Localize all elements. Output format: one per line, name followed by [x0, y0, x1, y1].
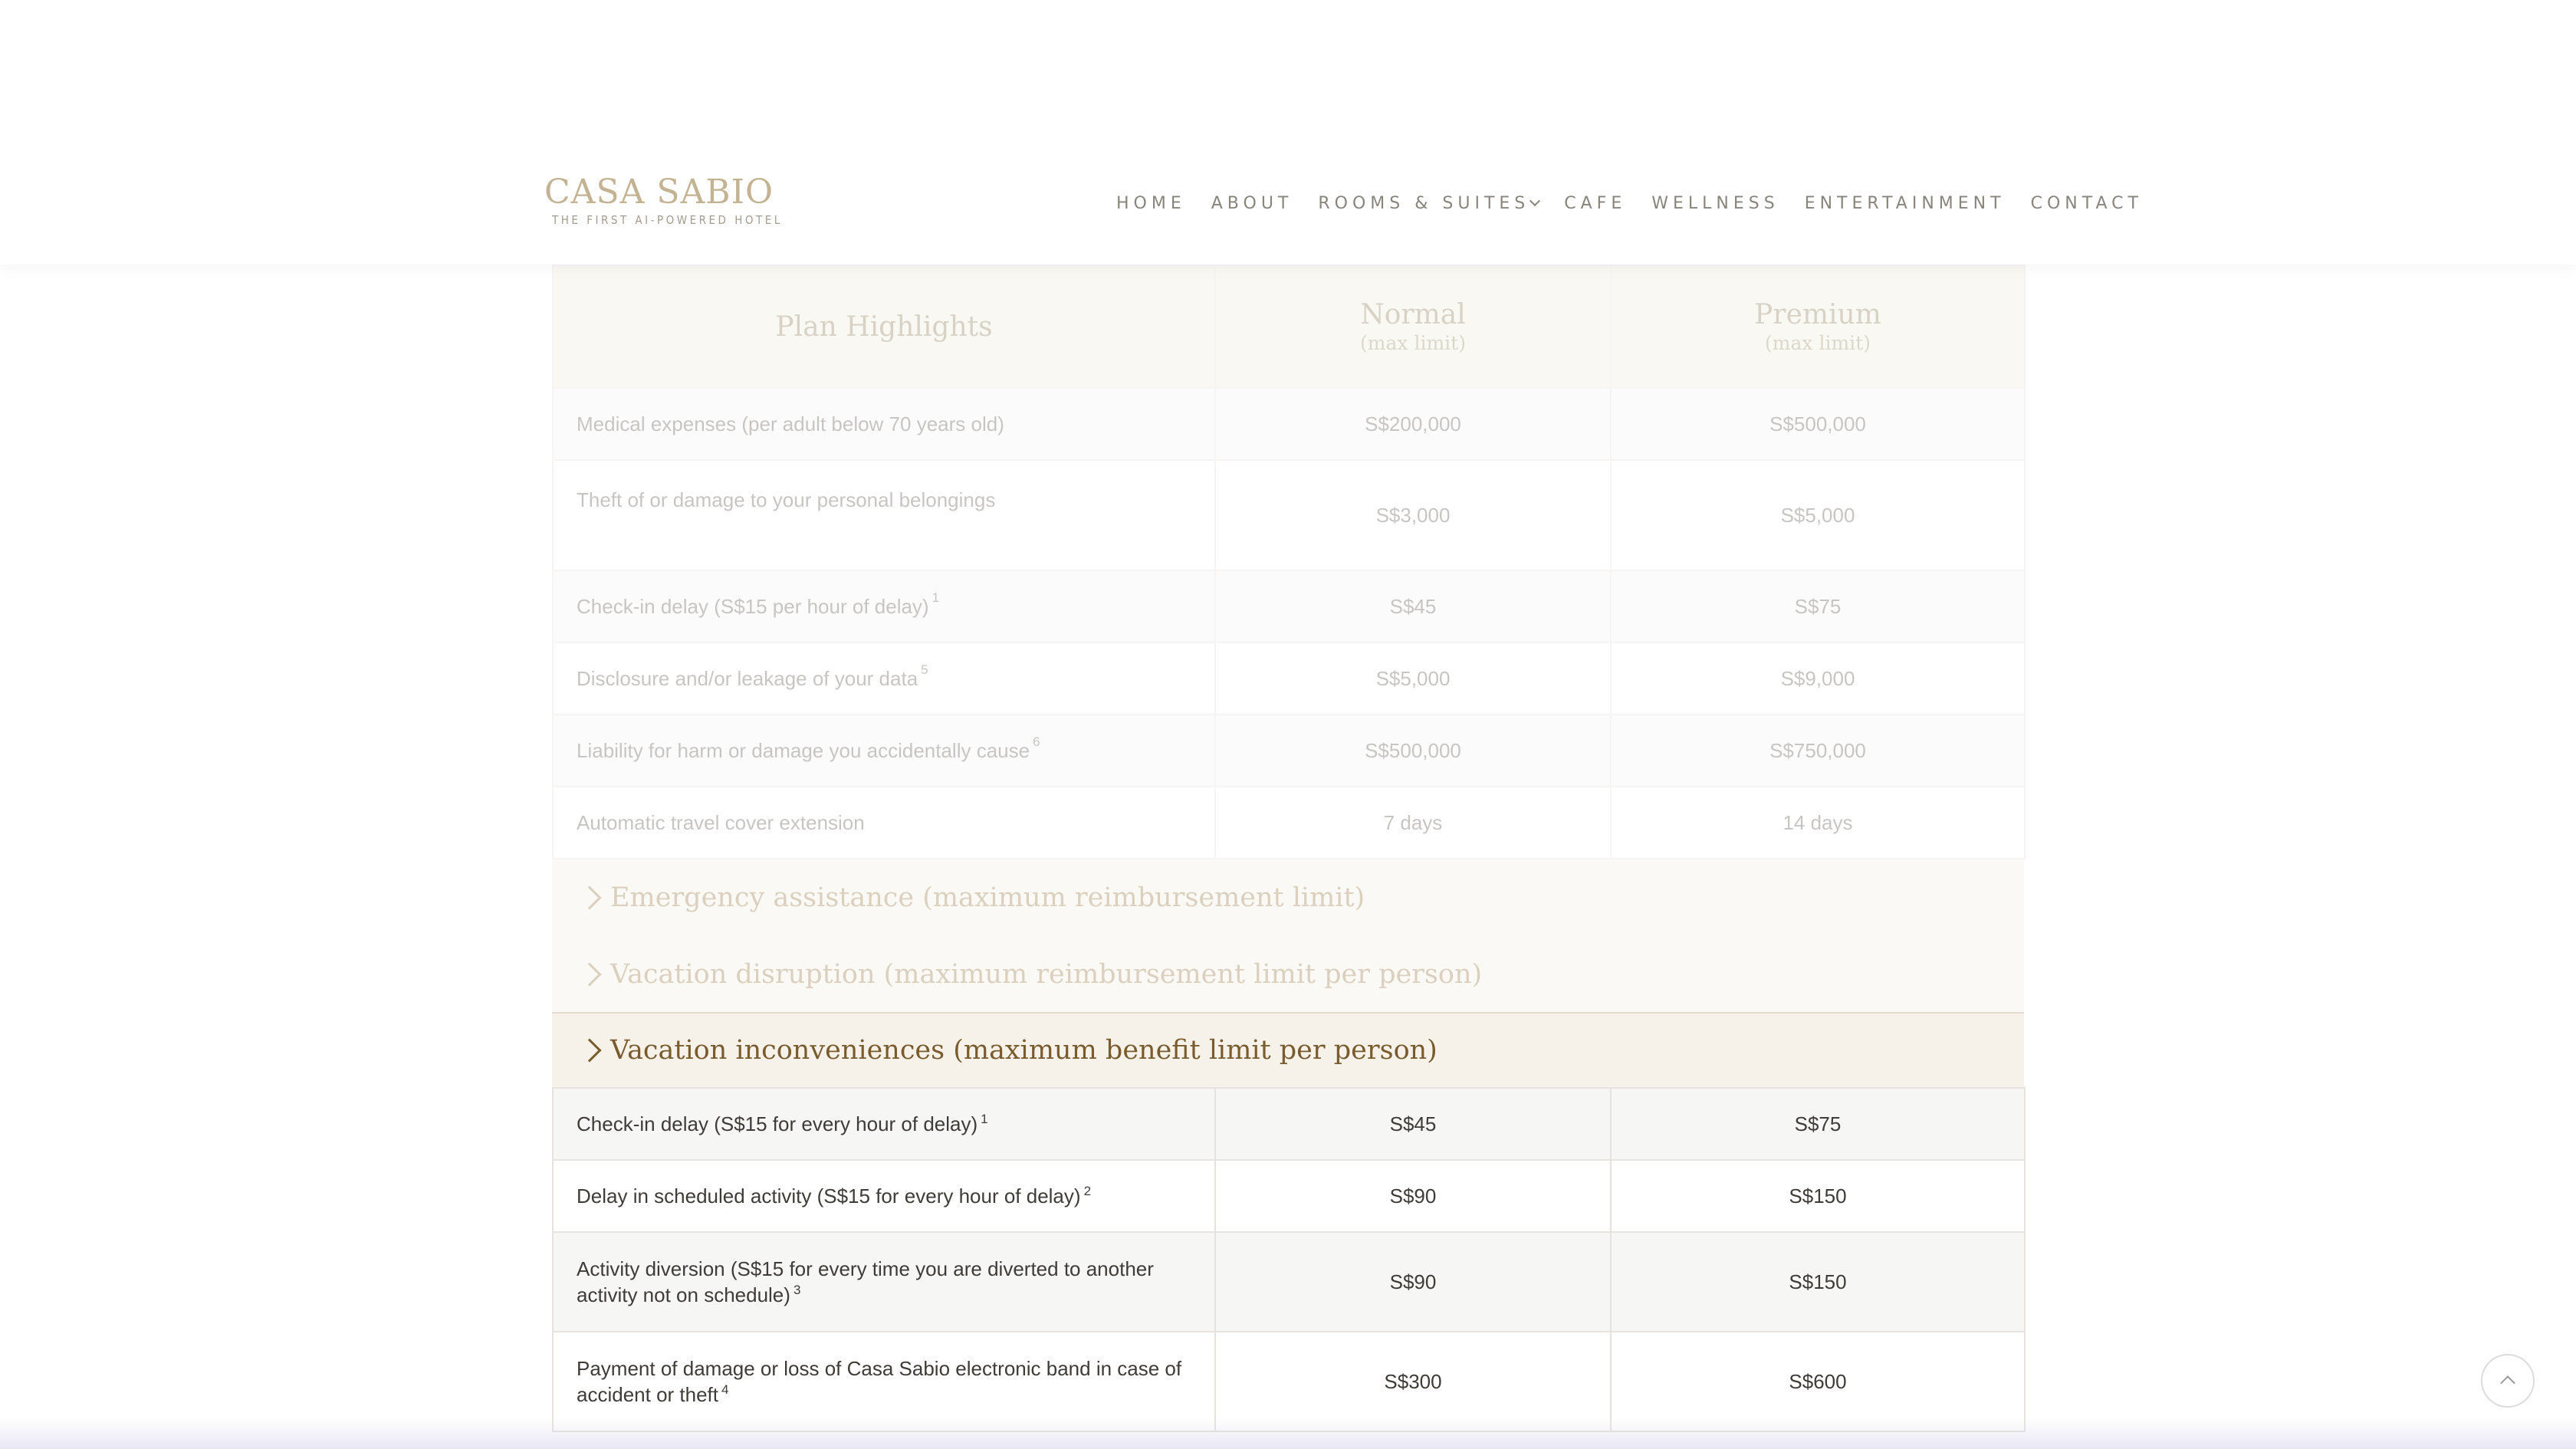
accordion-emergency-assistance[interactable] — [552, 859, 2024, 936]
row-label: Theft of or damage to your personal belongings — [553, 460, 1215, 570]
table-row — [553, 715, 2025, 787]
normal-value: 7 days — [1215, 787, 1611, 859]
nav-home[interactable]: HOME — [1116, 193, 1186, 213]
footnote-marker: 2 — [1083, 1184, 1092, 1198]
footnote-marker: 5 — [921, 662, 928, 677]
row-label-cell — [553, 642, 1215, 715]
site-header — [0, 0, 2576, 264]
nav-cafe[interactable]: CAFE — [1564, 193, 1627, 213]
main-nav — [1116, 192, 2143, 215]
plan-highlights-table — [552, 264, 2026, 859]
normal-value: S$5,000 — [1215, 642, 1611, 715]
table-row — [553, 1088, 2025, 1160]
normal-value: S$500,000 — [1215, 715, 1611, 787]
inconveniences-table — [552, 1087, 2026, 1432]
chevron-right-icon — [577, 962, 601, 986]
accordion-vacation-inconveniences[interactable] — [552, 1012, 2024, 1087]
accordion-title: Vacation disruption (maximum reimbursement limit per person) — [610, 959, 1483, 990]
premium-value: S$9,000 — [1611, 642, 2025, 715]
row-label: Delay in scheduled activity (S$15 for every hour of delay) — [577, 1184, 1081, 1208]
premium-value: S$5,000 — [1611, 460, 2025, 570]
normal-value: S$90 — [1215, 1232, 1611, 1332]
row-label: Check-in delay (S$15 per hour of delay) — [577, 594, 929, 618]
row-label: Activity diversion (S$15 for every time you are diverted to another activity not on schedule) — [577, 1257, 1154, 1306]
normal-value: S$45 — [1215, 1088, 1611, 1160]
plan-highlights-heading: Plan Highlights — [553, 265, 1215, 388]
normal-plan-sublabel: (max limit) — [1360, 332, 1466, 354]
chevron-down-icon — [1530, 196, 1540, 206]
nav-rooms-suites[interactable] — [1318, 194, 1539, 213]
nav-entertainment[interactable]: ENTERTAINMENT — [1804, 193, 2006, 213]
normal-plan-label: Normal — [1360, 299, 1466, 330]
footnote-marker: 1 — [981, 1112, 988, 1126]
row-label-cell — [553, 715, 1215, 787]
chevron-right-icon — [577, 1038, 601, 1062]
row-label: Disclosure and/or leakage of your data — [577, 666, 918, 690]
row-label: Payment of damage or loss of Casa Sabio electronic band in case of accident or theft — [577, 1357, 1182, 1406]
bottom-gradient — [0, 1418, 2576, 1449]
normal-value: S$45 — [1215, 570, 1611, 642]
premium-value: S$500,000 — [1611, 388, 2025, 460]
normal-value: S$90 — [1215, 1160, 1611, 1232]
footnote-marker: 6 — [1033, 734, 1040, 749]
table-row — [553, 1232, 2025, 1332]
row-label: Medical expenses (per adult below 70 years old) — [553, 388, 1215, 460]
row-label-cell — [553, 1088, 1215, 1160]
footnote-marker: 1 — [932, 590, 940, 605]
logo-tagline: THE FIRST AI-POWERED HOTEL — [552, 213, 783, 227]
accordion-title: Vacation inconveniences (maximum benefit limit per person) — [610, 1035, 1438, 1066]
premium-value: 14 days — [1611, 787, 2025, 859]
table-row — [553, 388, 2025, 460]
row-label-cell — [553, 1160, 1215, 1232]
accordion-title: Emergency assistance (maximum reimbursement limit) — [610, 882, 1365, 913]
premium-value: S$150 — [1611, 1160, 2025, 1232]
footnote-marker: 3 — [793, 1283, 801, 1297]
table-row — [553, 642, 2025, 715]
nav-rooms-suites-label: ROOMS & SUITES — [1318, 193, 1530, 213]
plan-highlights-block — [552, 264, 2024, 1013]
chevron-right-icon — [577, 886, 601, 909]
premium-plan-sublabel: (max limit) — [1765, 332, 1871, 354]
table-row — [553, 570, 2025, 642]
table-row — [553, 1332, 2025, 1431]
nav-wellness[interactable]: WELLNESS — [1651, 193, 1779, 213]
premium-value: S$600 — [1611, 1332, 2025, 1431]
table-row — [553, 1160, 2025, 1232]
premium-plan-label: Premium — [1754, 299, 1881, 330]
logo-title[interactable]: CASA SABIO — [544, 172, 774, 212]
logo[interactable] — [544, 172, 783, 227]
normal-value: S$300 — [1215, 1332, 1611, 1431]
footnote-marker: 4 — [721, 1382, 729, 1397]
premium-value: S$75 — [1611, 1088, 2025, 1160]
normal-plan-header — [1215, 265, 1611, 388]
row-label-cell — [553, 570, 1215, 642]
normal-value: S$3,000 — [1215, 460, 1611, 570]
row-label: Check-in delay (S$15 for every hour of delay) — [577, 1112, 978, 1135]
premium-value: S$150 — [1611, 1232, 2025, 1332]
normal-value: S$200,000 — [1215, 388, 1611, 460]
nav-about[interactable]: ABOUT — [1211, 193, 1293, 213]
table-row — [553, 787, 2025, 859]
premium-value: S$75 — [1611, 570, 2025, 642]
premium-plan-header — [1611, 265, 2025, 388]
accordion-vacation-disruption[interactable] — [552, 936, 2024, 1013]
row-label-cell — [553, 1232, 1215, 1332]
premium-value: S$750,000 — [1611, 715, 2025, 787]
chevron-up-icon — [2500, 1375, 2515, 1391]
scroll-to-top-button[interactable] — [2481, 1354, 2535, 1408]
row-label: Automatic travel cover extension — [553, 787, 1215, 859]
nav-contact[interactable]: CONTACT — [2030, 193, 2143, 213]
row-label-cell — [553, 1332, 1215, 1431]
table-row — [553, 460, 2025, 570]
row-label: Liability for harm or damage you accidentally cause — [577, 738, 1030, 762]
